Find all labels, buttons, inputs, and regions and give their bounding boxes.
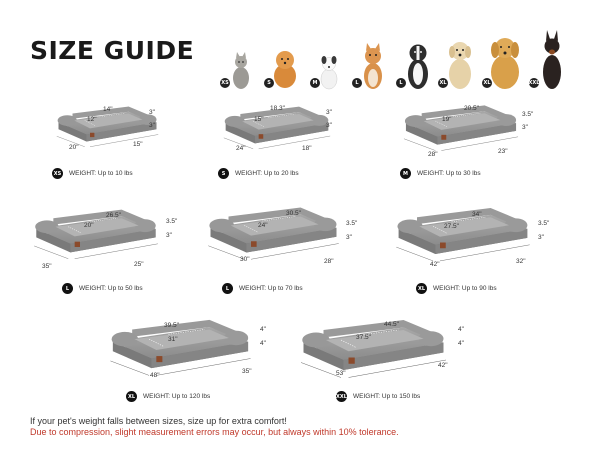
pet-size-badge: S (264, 78, 274, 88)
pet-lineup (220, 28, 580, 90)
pomeranian-icon (272, 46, 298, 90)
bolster-height: 3.5" (166, 218, 178, 225)
inner-length: 26.5" (106, 212, 121, 219)
weight-row-l (62, 283, 143, 294)
bed-l-tall (206, 198, 358, 267)
inner-width: 31" (168, 336, 178, 343)
size-badge: XS (52, 168, 63, 179)
bed-m (402, 96, 534, 159)
outer-width: 15" (133, 141, 143, 148)
outer-width: 25" (134, 261, 144, 268)
outer-width: 42" (438, 362, 448, 369)
inner-length: 18.3" (270, 105, 285, 112)
bed-image (402, 96, 520, 154)
outer-width: 18" (302, 145, 312, 152)
border-collie-icon (404, 38, 432, 90)
bed-l (32, 200, 178, 270)
outer-length: 48" (150, 372, 160, 379)
weight-label: WEIGHT: Up to 20 lbs (235, 170, 299, 177)
weight-label: WEIGHT: Up to 10 lbs (69, 170, 133, 177)
shiba-icon (360, 42, 386, 90)
size-badge: M (400, 168, 411, 179)
weight-row-xs (52, 168, 133, 179)
base-height: 3" (326, 122, 332, 129)
weight-label: WEIGHT: Up to 70 lbs (239, 285, 303, 292)
weight-label: WEIGHT: Up to 50 lbs (79, 285, 143, 292)
bed-image (32, 200, 160, 262)
labrador-icon (446, 36, 474, 90)
base-height: 4" (458, 340, 464, 347)
inner-length: 20.5" (464, 105, 479, 112)
weight-label: WEIGHT: Up to 30 lbs (417, 170, 481, 177)
tolerance-note: Due to compression, slight measurement errors may occur, but always within 10% tolerance. (30, 427, 399, 437)
bolster-height: 3.5" (538, 220, 550, 227)
bolster-height: 3" (149, 109, 155, 116)
base-height: 3" (346, 234, 352, 241)
base-height: 3" (149, 122, 155, 129)
small-dog-icon (318, 50, 340, 90)
base-height: 3" (522, 124, 528, 131)
cat-icon (230, 50, 252, 90)
weight-row-xl (416, 283, 497, 294)
bed-xl-large (108, 310, 266, 383)
size-badge: L (222, 283, 233, 294)
inner-length: 30.5" (286, 210, 301, 217)
inner-length: 34" (472, 211, 482, 218)
inner-width: 27.5" (444, 223, 459, 230)
bolster-height: 3.5" (522, 111, 534, 118)
outer-length: 20" (69, 144, 79, 151)
pet-size-badge: XS (221, 80, 229, 86)
outer-width: 28" (324, 258, 334, 265)
weight-row-s (218, 168, 299, 179)
doberman-icon (538, 28, 566, 90)
outer-length: 24" (236, 145, 246, 152)
outer-width: 35" (242, 368, 252, 375)
weight-row-xxl (336, 391, 420, 402)
bed-image (394, 198, 532, 264)
bed-xxl (296, 310, 464, 385)
pet-size-badge: XXL (528, 80, 540, 86)
bolster-height: 3" (326, 109, 332, 116)
inner-length: 44.5" (384, 321, 399, 328)
weight-label: WEIGHT: Up to 150 lbs (353, 393, 421, 400)
pet-size-badge: L (352, 78, 362, 88)
pet-size-badge: XL (483, 80, 491, 86)
bed-xs (55, 98, 160, 155)
weight-label: WEIGHT: Up to 90 lbs (433, 285, 497, 292)
size-badge: XL (126, 391, 137, 402)
bed-s (222, 98, 332, 157)
inner-width: 19" (442, 116, 452, 123)
weight-row-m (400, 168, 481, 179)
bed-xl (394, 198, 550, 269)
outer-length: 35" (42, 263, 52, 270)
outer-length: 30" (240, 256, 250, 263)
inner-width: 24" (258, 222, 268, 229)
bed-image (296, 310, 451, 380)
sizing-tip: If your pet's weight falls between sizes, size up for extra comfort! (30, 416, 287, 426)
inner-length: 14" (103, 106, 113, 113)
outer-width: 32" (516, 258, 526, 265)
weight-label: WEIGHT: Up to 120 lbs (143, 393, 211, 400)
bed-image (108, 310, 253, 378)
inner-width: 20" (84, 222, 94, 229)
pet-size-badge: XL (439, 80, 447, 86)
bolster-height: 4" (260, 326, 266, 333)
inner-width: 15" (254, 116, 264, 123)
outer-length: 28" (428, 151, 438, 158)
size-badge: XL (416, 283, 427, 294)
bed-image (206, 198, 341, 262)
weight-row-l-tall (222, 283, 303, 294)
base-height: 4" (260, 340, 266, 347)
size-badge: S (218, 168, 229, 179)
pet-size-badge: M (310, 78, 320, 88)
bolster-height: 3.5" (346, 220, 358, 227)
pet-size-badge: L (396, 78, 406, 88)
base-height: 3" (166, 232, 172, 239)
golden-retriever-icon (488, 32, 522, 90)
inner-width: 12" (87, 116, 97, 123)
size-badge: XXL (336, 391, 347, 402)
outer-length: 53" (336, 370, 346, 377)
outer-width: 23" (498, 148, 508, 155)
outer-length: 42" (430, 261, 440, 268)
inner-width: 37.5" (356, 334, 371, 341)
weight-row-xl-large (126, 391, 210, 402)
page-title: SIZE GUIDE (30, 36, 195, 65)
base-height: 3" (538, 234, 544, 241)
bolster-height: 4" (458, 326, 464, 333)
size-badge: L (62, 283, 73, 294)
inner-length: 39.5" (164, 322, 179, 329)
